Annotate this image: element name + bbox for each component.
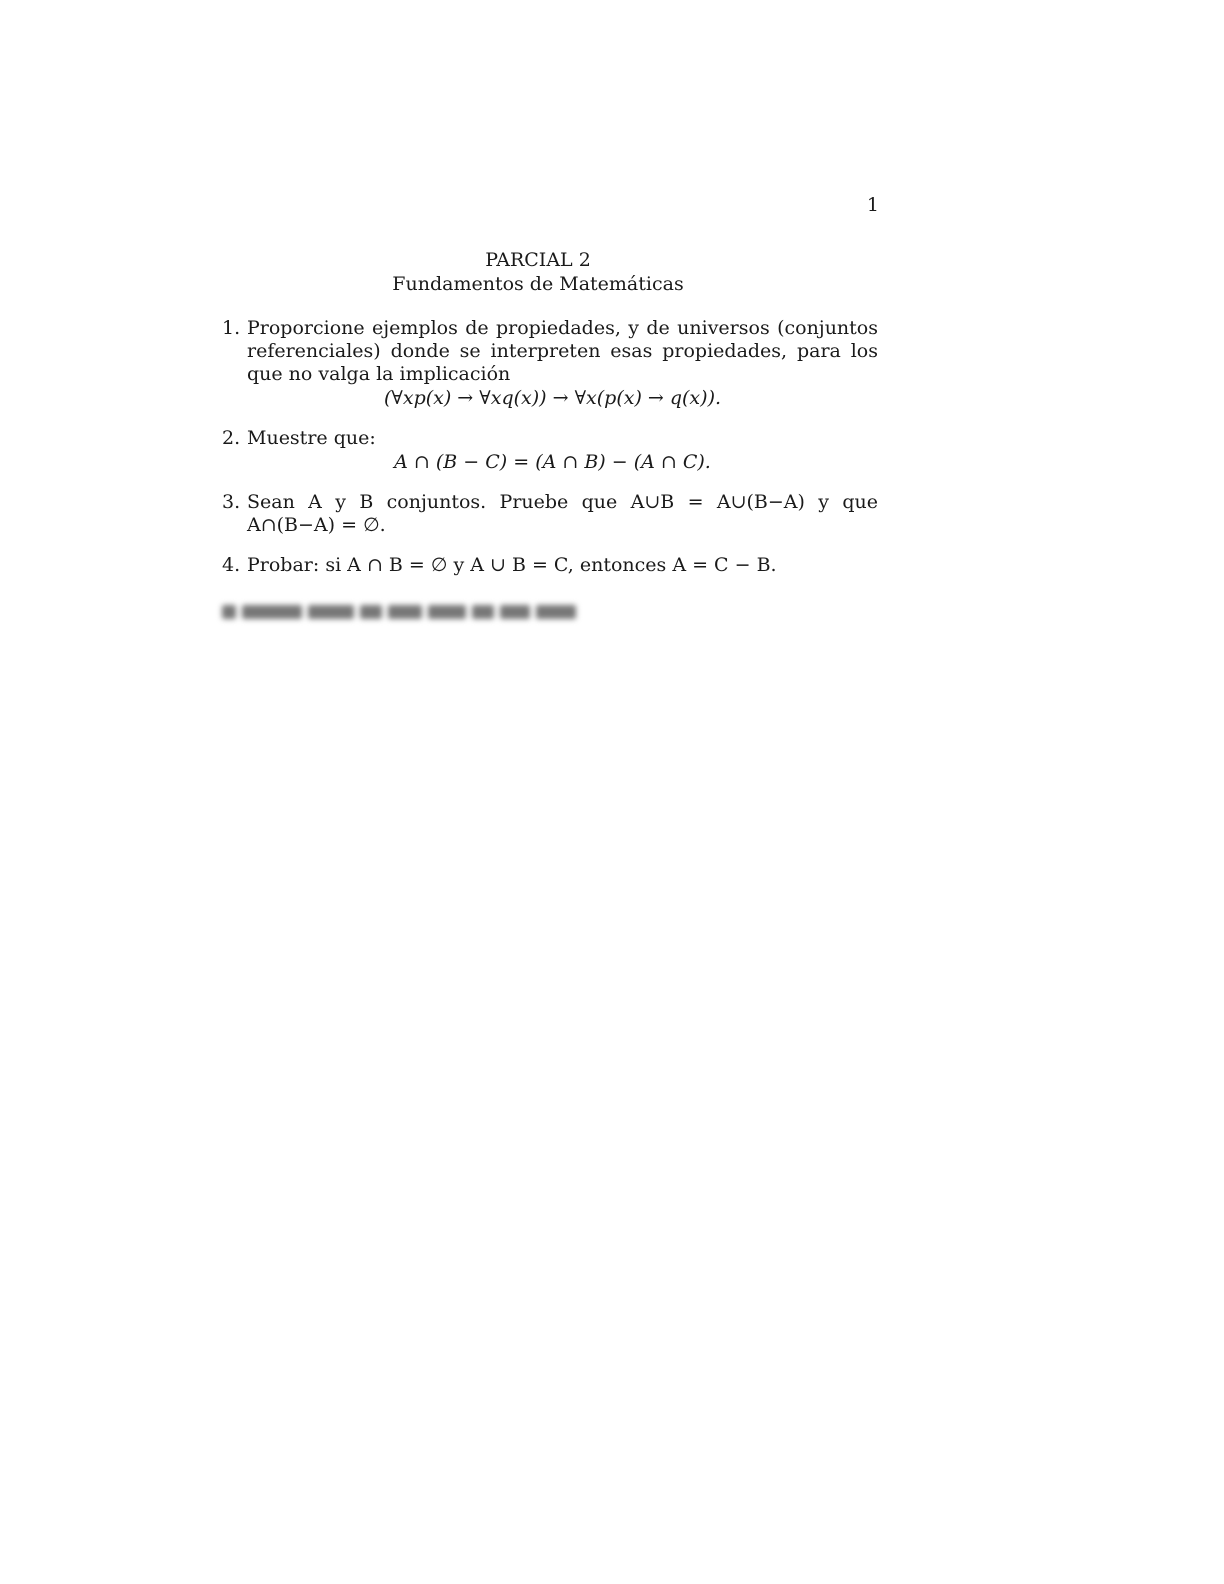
problem-text: Probar: si A ∩ B = ∅ y A ∪ B = C, entonces A = C − B. bbox=[247, 554, 777, 576]
problem-list bbox=[222, 317, 878, 594]
problem-text: Muestre que: bbox=[247, 427, 376, 449]
title-block bbox=[0, 248, 1076, 296]
problem-1 bbox=[222, 317, 878, 410]
page-subtitle: Fundamentos de Matemáticas bbox=[392, 273, 684, 295]
problem-number: 3. bbox=[222, 491, 241, 513]
problem-text: Sean A y B conjuntos. Pruebe que A∪B = A∪(B−A) y que A∩(B−A) = ∅. bbox=[247, 491, 878, 536]
problem-3 bbox=[222, 491, 878, 537]
display-formula: (∀xp(x) → ∀xq(x)) → ∀x(p(x) → q(x)). bbox=[383, 387, 722, 409]
display-formula: A ∩ (B − C) = (A ∩ B) − (A ∩ C). bbox=[394, 451, 711, 473]
problem-number: 2. bbox=[222, 427, 241, 449]
problem-text: Proporcione ejemplos de propiedades, y de universos (conjuntos referenciales) donde se interpreten esas propiedades, para los que no valga la implicación bbox=[247, 317, 878, 385]
problem-2 bbox=[222, 427, 878, 474]
problem-number: 1. bbox=[222, 317, 241, 339]
redacted-problem-5 bbox=[222, 601, 584, 623]
problem-number: 4. bbox=[222, 554, 241, 576]
problem-4 bbox=[222, 554, 878, 577]
page-number: 1 bbox=[866, 194, 879, 216]
page-title: PARCIAL 2 bbox=[485, 249, 591, 271]
